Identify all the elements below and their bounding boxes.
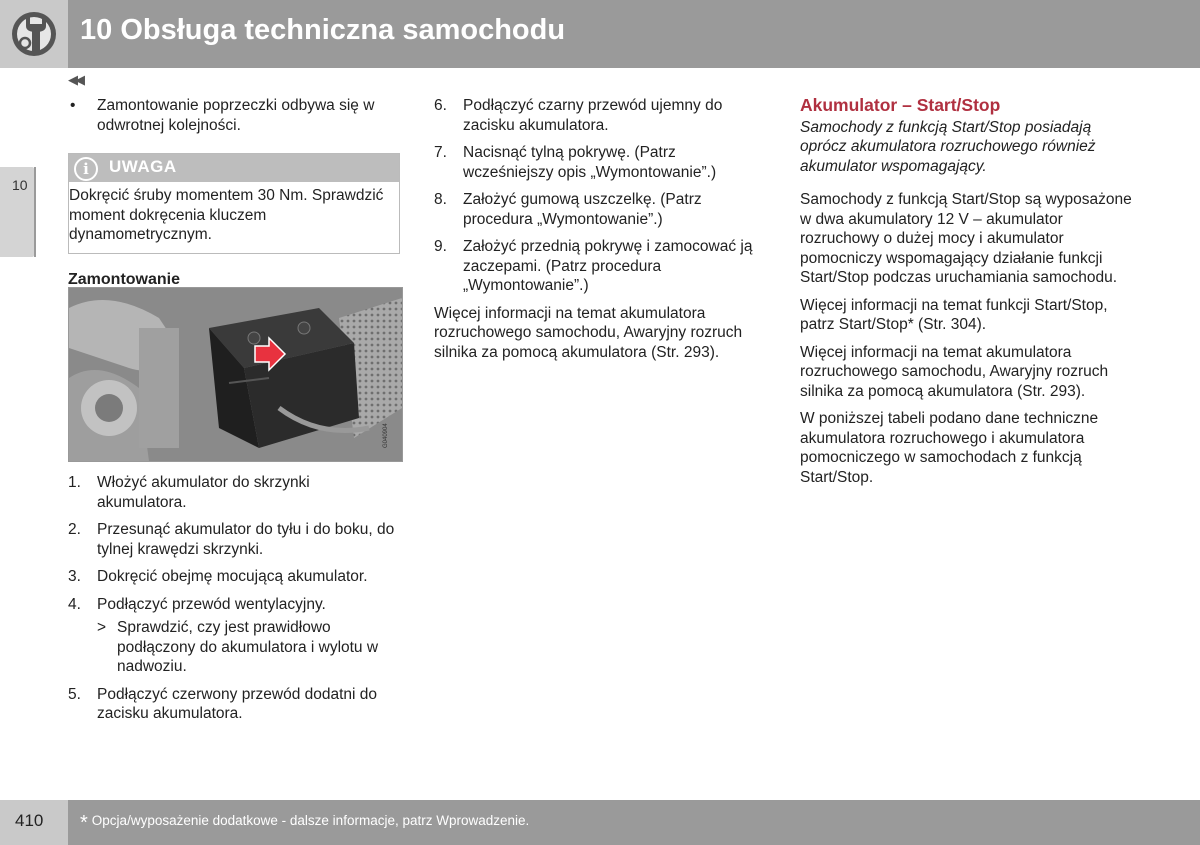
step-number: 2. <box>68 521 81 538</box>
step-text: Założyć przednią pokrywę i zamocować ją zaczepami. (Patrz procedura „Wymontowanie”.) <box>463 238 753 294</box>
step-item <box>434 96 766 135</box>
step-text: Podłączyć czarny przewód ujemny do zacisku akumulatora. <box>463 97 723 134</box>
note-header <box>69 154 399 182</box>
paragraph: W poniższej tabeli podano dane techniczne akumulatora rozruchowego i akumulatora pomocniczego w samochodach z funkcją Start/Stop. <box>800 410 1099 486</box>
note-text: Dokręcić śruby momentem 30 Nm. Sprawdzić moment dokręcenia kluczem dynamometrycznym. <box>69 187 384 243</box>
asterisk-icon: * <box>80 812 88 834</box>
column-1 <box>68 96 400 289</box>
continued-back-icon: ◀◀ <box>68 72 82 87</box>
footnote-text: Opcja/wyposażenie dodatkowe - dalsze informacje, patrz Wprowadzenie. <box>91 813 530 828</box>
more-info-paragraph: Więcej informacji na temat akumulatora rozruchowego samochodu, Awaryjny rozruch silnika za pomocą akumulatora (Str. 293). <box>434 304 743 361</box>
header-icon-block <box>0 0 68 68</box>
chapter-side-tab[interactable] <box>0 167 34 257</box>
paragraph: Więcej informacji na temat akumulatora rozruchowego samochodu, Awaryjny rozruch silnika za pomocą akumulatora (Str. 293). <box>800 343 1109 400</box>
column-1-steps <box>68 473 398 724</box>
step-text: Nacisnąć tylną pokrywę. (Patrz wcześniejszy opis „Wymontowanie”.) <box>463 144 717 181</box>
substep-text: Sprawdzić, czy jest prawidłowo podłączony do akumulatora i wylotu w nadwoziu. <box>117 619 379 675</box>
step-text: Włożyć akumulator do skrzynki akumulatora. <box>97 474 310 511</box>
substep-item <box>68 618 398 677</box>
battery-photo <box>68 287 403 462</box>
battery-illustration <box>69 288 402 461</box>
image-code: G040904 <box>383 423 389 448</box>
note-label: UWAGA <box>109 157 177 176</box>
step-number: 9. <box>434 238 447 255</box>
note-body <box>69 182 399 253</box>
step-number: 7. <box>434 144 447 161</box>
step-item <box>434 237 766 296</box>
step-item <box>434 143 766 182</box>
column-2 <box>434 96 766 362</box>
wrench-gear-icon <box>10 10 58 58</box>
info-icon: i <box>74 157 98 181</box>
step-number: 1. <box>68 474 81 491</box>
step-text: Założyć gumową uszczelkę. (Patrz procedura „Wymontowanie”.) <box>463 191 702 228</box>
chapter-side-tab-label: 10 <box>12 177 28 193</box>
step-text: Przesunąć akumulator do tyłu i do boku, do tylnej krawędzi skrzynki. <box>97 521 395 558</box>
bullet-item <box>68 96 400 135</box>
step-item <box>68 520 398 559</box>
paragraph: Więcej informacji na temat funkcji Start/Stop, patrz Start/Stop* (Str. 304). <box>800 296 1108 333</box>
side-tab-strip <box>34 167 36 257</box>
footnote <box>80 812 529 835</box>
bullet-text: Zamontowanie poprzeczki odbywa się w odwrotnej kolejności. <box>97 97 375 134</box>
bullet-dot-icon: • <box>70 97 76 114</box>
substep-marker: > <box>97 619 107 636</box>
step-number: 4. <box>68 595 81 613</box>
step-text: Dokręcić obejmę mocującą akumulator. <box>97 568 368 585</box>
step-number: 3. <box>68 568 81 585</box>
step-item <box>68 595 398 615</box>
step-item <box>68 473 398 512</box>
step-number: 8. <box>434 191 447 208</box>
paragraph: Samochody z funkcją Start/Stop są wyposażone w dwa akumulatory 12 V – akumulator rozruchowy o dużej mocy i akumulator pomocniczy wspomagający działanie funkcji Start/Stop podczas uruchamiania samochodu. <box>800 191 1132 286</box>
page-number: 410 <box>15 811 44 830</box>
chapter-title: 10 Obsługa techniczna samochodu <box>80 14 566 46</box>
step-number: 6. <box>434 97 447 114</box>
step-item <box>434 190 766 229</box>
section-title: Zamontowanie <box>68 270 181 288</box>
step-item <box>68 567 398 587</box>
step-item <box>68 685 398 724</box>
step-text: Podłączyć przewód wentylacyjny. <box>97 595 326 613</box>
intro-text: Samochody z funkcją Start/Stop posiadają oprócz akumulatora rozruchowego również akumulator wspomagający. <box>800 118 1096 175</box>
step-text: Podłączyć czerwony przewód dodatni do zacisku akumulatora. <box>97 685 378 722</box>
section-title-start-stop: Akumulator – Start/Stop <box>800 95 1001 115</box>
note-box <box>68 153 400 254</box>
step-number: 5. <box>68 685 81 703</box>
column-3 <box>800 96 1132 487</box>
